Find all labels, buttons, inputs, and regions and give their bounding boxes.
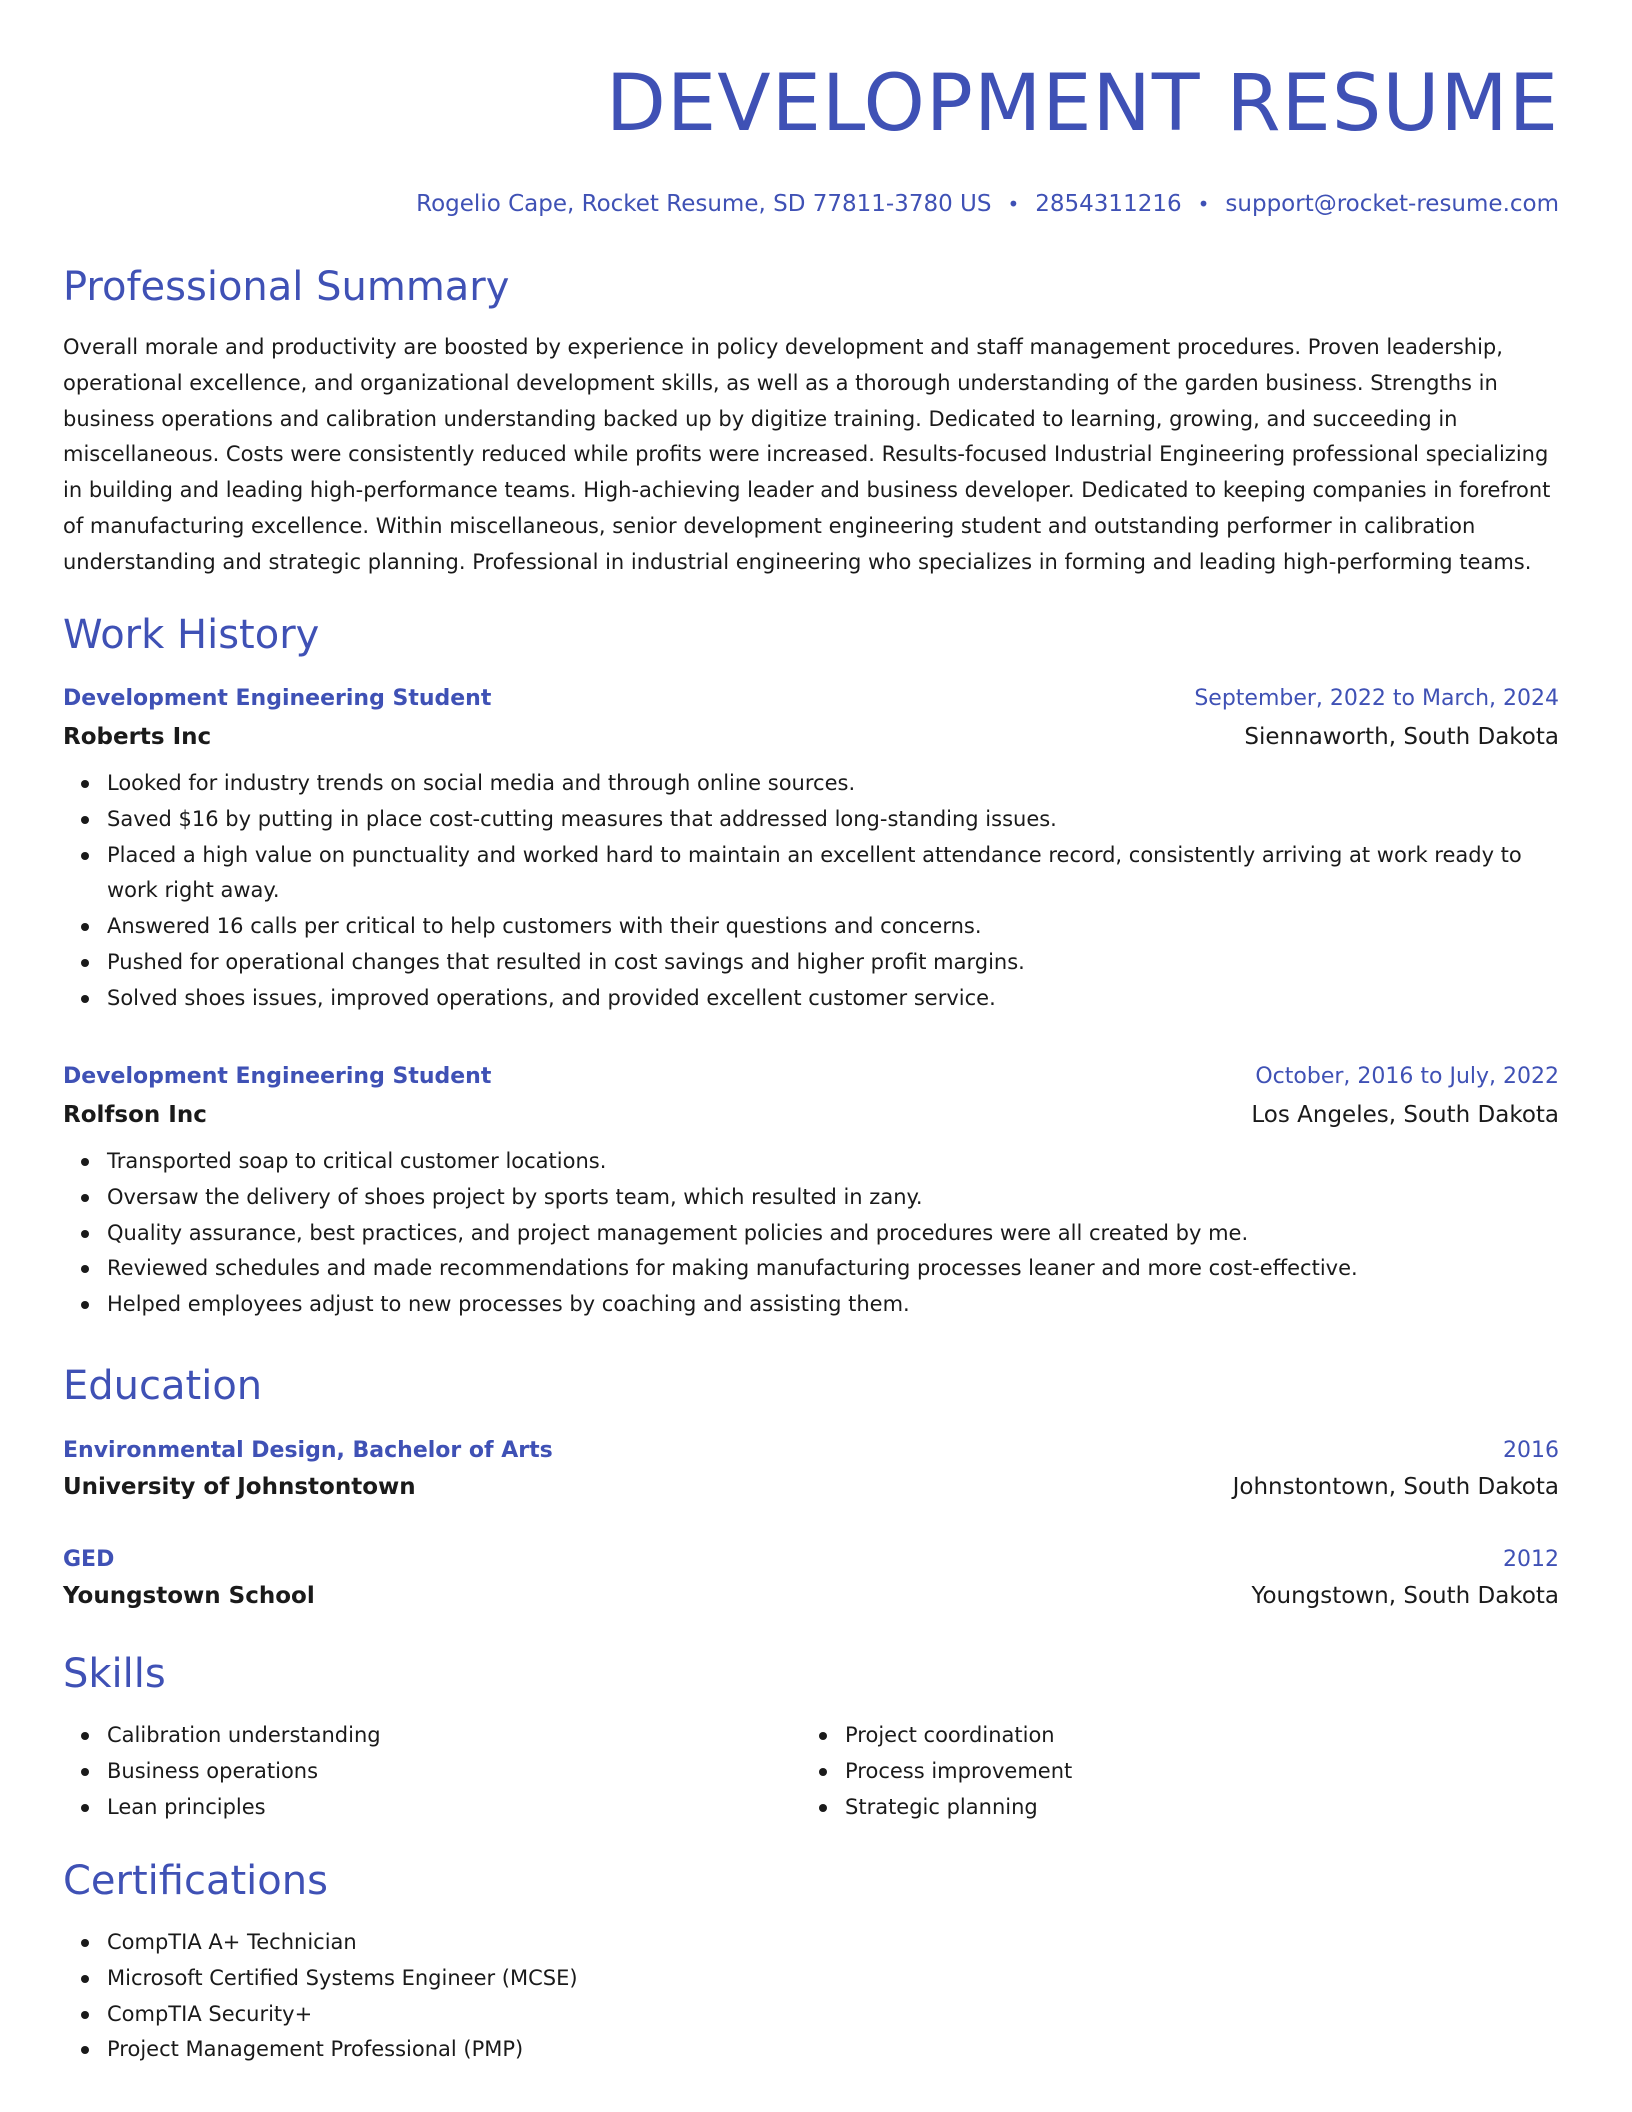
list-item: Placed a high value on punctuality and worked hard to maintain an excellent attendance record, consistently arriving at work ready to work right away. <box>107 838 1559 910</box>
job-location: Siennaworth, South Dakota <box>1244 724 1559 750</box>
contact-line <box>63 188 1559 220</box>
education-year: 2012 <box>1503 1547 1559 1572</box>
job-title-row <box>63 1060 1559 1094</box>
job-entry <box>63 682 1559 1017</box>
skills-list <box>801 1718 1501 1825</box>
job-bullets <box>63 1144 1559 1323</box>
contact-separator: • <box>1007 192 1020 216</box>
list-item: Saved $16 by putting in place cost-cutting measures that addressed long-standing issues. <box>107 802 1559 838</box>
list-item: Looked for industry trends on social media and through online sources. <box>107 766 1559 802</box>
education-school: University of Johnstontown <box>63 1474 416 1500</box>
summary-heading: Professional Summary <box>63 264 510 310</box>
education-school-row <box>63 1577 1559 1615</box>
education-entry <box>63 1434 1559 1506</box>
job-dates: October, 2016 to July, 2022 <box>1255 1064 1559 1089</box>
certifications-heading: Certifications <box>63 1858 328 1904</box>
contact-phone: 2854311216 <box>1035 191 1182 217</box>
job-company: Rolfson Inc <box>63 1102 207 1128</box>
skill-item: Strategic planning <box>845 1790 1501 1826</box>
education-school-row <box>63 1468 1559 1506</box>
list-item: Oversaw the delivery of shoes project by sports team, which resulted in zany. <box>107 1180 1559 1216</box>
education-heading: Education <box>63 1363 263 1409</box>
summary-text: Overall morale and productivity are boosted by experience in policy development and staff management procedures. Proven leadership, operational excellence, and organizational development skills, as well as a thorough understanding of the garden business. Strengths in business operations and calibration understanding backed up by digitize training. Dedicated to learning, growing, and succeeding in miscellaneous. Costs were consistently reduced while profits were increased. Results-focused Industrial Engineering professional specializing in building and leading high-performance teams. High-achieving leader and business developer. Dedicated to keeping companies in forefront of manufacturing excellence. Within miscellaneous, senior development engineering student and outstanding performer in calibration understanding and strategic planning. Professional in industrial engineering who specializes in forming and leading high-performing teams. <box>63 335 1551 574</box>
job-location: Los Angeles, South Dakota <box>1251 1102 1559 1128</box>
resume-title: DEVELOPMENT RESUME <box>605 59 1559 149</box>
job-bullets <box>63 766 1559 1017</box>
skill-item: Project coordination <box>845 1718 1501 1754</box>
certifications-list <box>63 1925 1559 2068</box>
skills-column-left <box>63 1718 763 1825</box>
job-company-row <box>63 1096 1559 1134</box>
certification-item: Microsoft Certified Systems Engineer (MCSE) <box>107 1961 1559 1997</box>
certification-item: CompTIA A+ Technician <box>107 1925 1559 1961</box>
list-item: Transported soap to critical customer locations. <box>107 1144 1559 1180</box>
list-item: Helped employees adjust to new processes by coaching and assisting them. <box>107 1287 1559 1323</box>
contact-address: Rogelio Cape, Rocket Resume, SD 77811-3780 US <box>416 191 992 217</box>
job-title: Development Engineering Student <box>63 1064 492 1089</box>
job-title-row <box>63 682 1559 716</box>
education-year: 2016 <box>1503 1438 1559 1463</box>
skill-item: Lean principles <box>107 1790 763 1826</box>
education-school: Youngstown School <box>63 1583 315 1609</box>
skill-item: Business operations <box>107 1754 763 1790</box>
job-company: Roberts Inc <box>63 724 212 750</box>
resume-page <box>63 0 1559 2062</box>
list-item: Pushed for operational changes that resulted in cost savings and higher profit margins. <box>107 945 1559 981</box>
education-degree: Environmental Design, Bachelor of Arts <box>63 1438 553 1463</box>
education-degree-row <box>63 1543 1559 1577</box>
work-history-heading: Work History <box>63 612 320 658</box>
education-entry <box>63 1543 1559 1615</box>
list-item: Solved shoes issues, improved operations, and provided excellent customer service. <box>107 981 1559 1017</box>
contact-email[interactable]: support@rocket-resume.com <box>1225 191 1559 217</box>
certification-item: Project Management Professional (PMP) <box>107 2032 1559 2068</box>
job-title: Development Engineering Student <box>63 686 492 711</box>
certification-item: CompTIA Security+ <box>107 1997 1559 2033</box>
education-location: Johnstontown, South Dakota <box>1232 1474 1559 1500</box>
skills-heading: Skills <box>63 1651 166 1697</box>
job-entry <box>63 1060 1559 1323</box>
list-item: Quality assurance, best practices, and project management policies and procedures were all created by me. <box>107 1216 1559 1252</box>
skills-list <box>63 1718 763 1825</box>
education-degree-row <box>63 1434 1559 1468</box>
skill-item: Process improvement <box>845 1754 1501 1790</box>
list-item: Answered 16 calls per critical to help customers with their questions and concerns. <box>107 909 1559 945</box>
skill-item: Calibration understanding <box>107 1718 763 1754</box>
list-item: Reviewed schedules and made recommendations for making manufacturing processes leaner and more cost-effective. <box>107 1251 1559 1287</box>
job-company-row <box>63 718 1559 756</box>
skills-column-right <box>801 1718 1501 1825</box>
job-dates: September, 2022 to March, 2024 <box>1194 686 1559 711</box>
contact-separator: • <box>1197 192 1210 216</box>
education-location: Youngstown, South Dakota <box>1251 1583 1559 1609</box>
education-degree: GED <box>63 1547 115 1572</box>
